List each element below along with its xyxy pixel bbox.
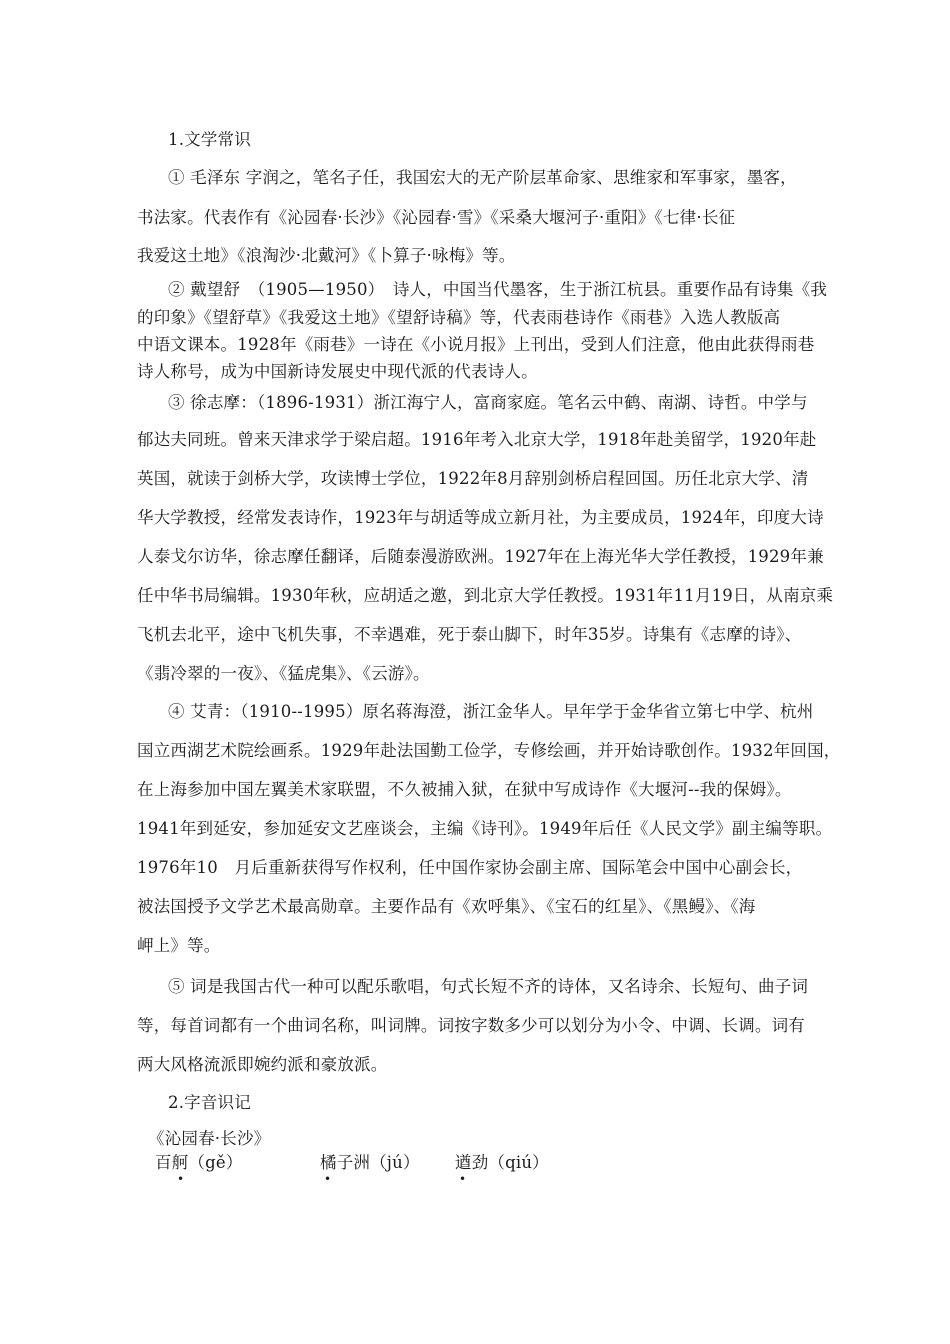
paragraph-1-line-3: 我爱这土地》《浪淘沙·北戴河》《卜算子·咏梅》等。: [137, 246, 516, 265]
paragraph-4-line-3: 在上海参加中国左翼美术家联盟，不久被捕入狱，在狱中写成诗作《大堰河--我的保姆》。: [137, 780, 792, 799]
paragraph-4-line-2: 国立西湖艺术院绘画系。1929年赴法国勤工俭学，专修绘画，并开始诗歌创作。1932年回国，: [137, 741, 841, 760]
paragraph-5-line-3: 两大风格流派即婉约派和豪放派。: [137, 1055, 388, 1074]
paragraph-3-line-7: 飞机去北平，途中飞机失事，不幸遇难，死于泰山脚下，时年35岁。诗集有《志摩的诗》、: [137, 625, 802, 644]
section-heading-literary-knowledge: 1.文学常识: [168, 130, 251, 149]
paragraph-4-line-5: 1976年10 月后重新获得写作权利，任中国作家协会副主席、国际笔会中国中心副会长，: [137, 858, 803, 877]
paragraph-3-line-1: ③ 徐志摩：（1896-1931）浙江海宁人，富商家庭。笔名云中鹤、南湖、诗哲。中学与: [168, 393, 808, 412]
pronunciation-item-2: 橘子洲（jú）: [320, 1153, 420, 1172]
paragraph-1-line-2: 书法家。代表作有《沁园春·长沙》《沁园春·雪》《采桑大堰河子·重阳》《七律·长征: [137, 208, 736, 227]
pronunciation-item-1: 百舸（gě）: [155, 1153, 243, 1172]
paragraph-2-line-3: 中语文课本。1928年《雨巷》一诗在《小说月报》上刊出，受到人们注意，他由此获得雨巷: [137, 335, 815, 354]
paragraph-2-line-4: 诗人称号，成为中国新诗发展史中现代派的代表诗人。: [137, 362, 538, 381]
paragraph-1-line-1: ① 毛泽东 字润之，笔名子任，我国宏大的无产阶层革命家、思维家和军事家，墨客，: [168, 168, 797, 187]
pronunciation-item-3: 遒劲（qiú）: [455, 1153, 549, 1172]
emphasis-dot: •: [459, 1172, 467, 1186]
paragraph-2-line-2: 的印象》《望舒草》《我爱这土地》《望舒诗稿》等，代表雨巷诗作《雨巷》入选人教版高: [137, 308, 781, 327]
paragraph-5-line-1: ⑤ 词是我国古代一种可以配乐歌唱，句式长短不齐的诗体，又名诗余、长短句、曲子词: [168, 977, 809, 996]
paragraph-4-line-6: 被法国授予文学艺术最高勋章。主要作品有《欢呼集》、《宝石的红星》、《黑鳗》、《海: [137, 897, 756, 916]
paragraph-5-line-2: 等，每首词都有一个曲词名称，叫词牌。词按字数多少可以划分为小令、中调、长调。词有: [137, 1016, 805, 1035]
paragraph-4-line-7: 岬上》等。: [137, 936, 221, 955]
poem-title: 《沁园春·长沙》: [148, 1129, 271, 1148]
paragraph-4-line-1: ④ 艾青：（1910--1995）原名蒋海澄，浙江金华人。早年学于金华省立第七中学、杭州: [168, 702, 814, 721]
paragraph-3-line-6: 任中华书局编辑。1930年秋，应胡适之邀，到北京大学任教授。1931年11月19日，从南京乘: [137, 586, 834, 605]
emphasis-dot: •: [177, 1172, 185, 1186]
paragraph-3-line-8: 《翡冷翠的一夜》、《猛虎集》、《云游》。: [137, 664, 430, 683]
paragraph-3-line-2: 郁达夫同班。曾来天津求学于梁启超。1916年考入北京大学，1918年赴美留学，1920年赴: [137, 430, 817, 449]
paragraph-3-line-3: 英国，就读于剑桥大学，攻读博士学位，1922年8月辞别剑桥启程回国。历任北京大学、清: [137, 469, 809, 488]
paragraph-3-line-5: 人泰戈尔访华，徐志摩任翻译，后随泰漫游欧洲。1927年在上海光华大学任教授，1929年兼: [137, 547, 824, 566]
paragraph-2-line-1: ② 戴望舒 （1905—1950） 诗人，中国当代墨客，生于浙江杭县。重要作品有诗集《我: [168, 280, 828, 299]
paragraph-3-line-4: 华大学教授，经常发表诗作，1923年与胡适等成立新月社，为主要成员，1924年，印度大诗: [137, 508, 824, 527]
section-heading-pronunciation: 2.字音识记: [168, 1093, 251, 1112]
paragraph-4-line-4: 1941年到延安，参加延安文艺座谈会，主编《诗刊》。1949年后任《人民文学》副主编等职。: [137, 819, 833, 838]
emphasis-dot: •: [324, 1172, 332, 1186]
